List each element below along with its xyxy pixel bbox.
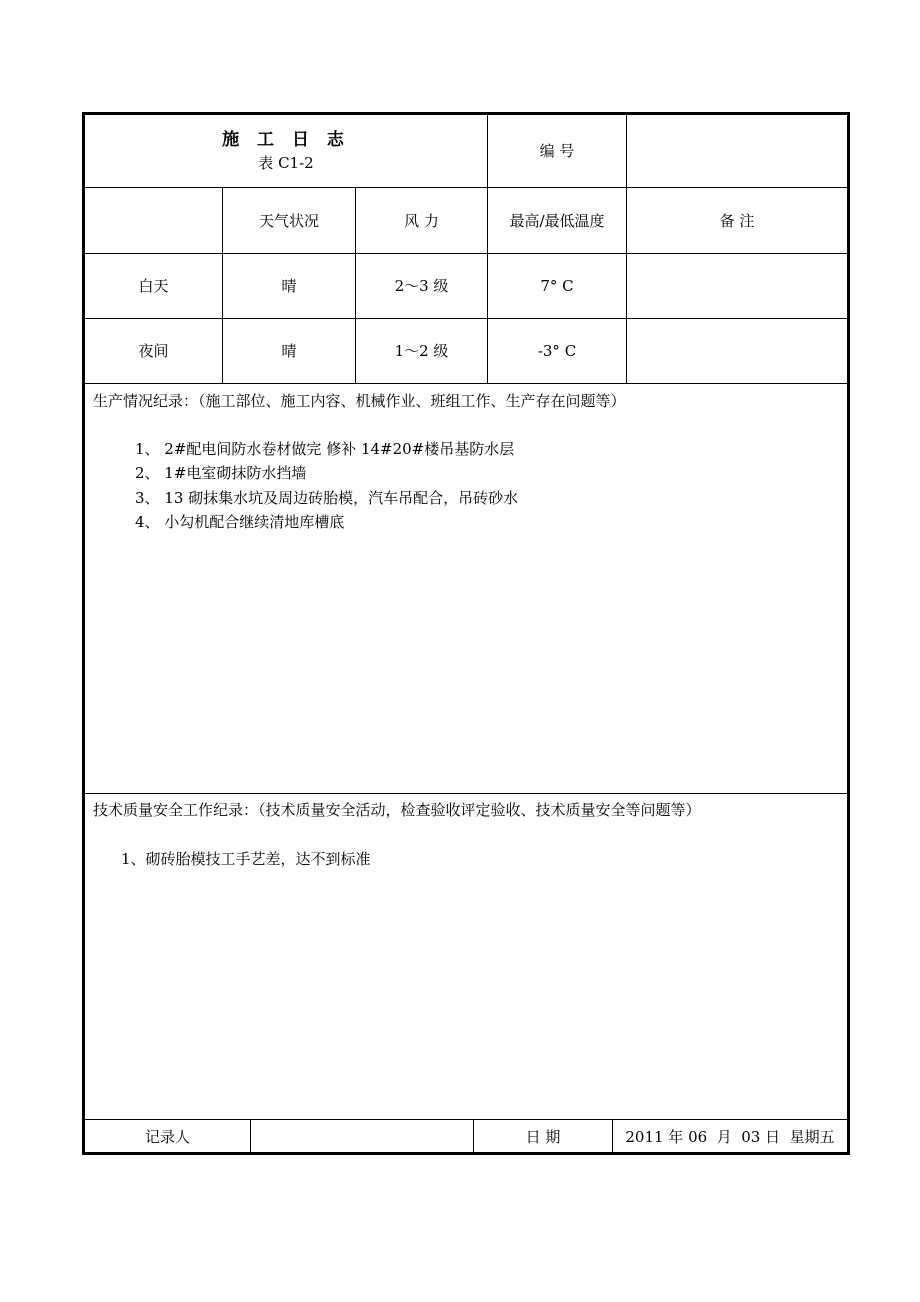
recorder-field[interactable] <box>251 1120 473 1153</box>
production-section-label: 生产情况纪录：（施工部位、施工内容、机械作业、班组工作、生产存在问题等） <box>93 392 626 410</box>
page-title: 施 工 日 志 <box>222 129 350 150</box>
production-item[interactable]: 4、 小勾机配合继续清地库槽底 <box>135 513 345 531</box>
daytime-note[interactable] <box>627 254 847 318</box>
column-header-note: 备 注 <box>719 211 755 230</box>
quality-section-label: 技术质量安全工作纪录：（技术质量安全活动，检查验收评定验收、技术质量安全等问题等） <box>93 801 701 819</box>
form-code: 表 C1-2 <box>258 154 314 173</box>
date-label: 日 期 <box>525 1127 561 1146</box>
daytime-wind[interactable]: 2～3 级 <box>394 277 449 295</box>
night-note[interactable] <box>627 319 847 383</box>
number-label: 编 号 <box>539 142 575 160</box>
date-field[interactable]: 2011 年 06 月 03 日 星期五 <box>625 1127 835 1146</box>
column-header-wind: 风 力 <box>404 211 439 230</box>
night-temperature[interactable]: -3° C <box>537 342 577 360</box>
column-header-temperature: 最高/最低温度 <box>509 211 605 230</box>
production-item[interactable]: 1、 2#配电间防水卷材做完 修补 14#20#楼吊基防水层 <box>135 440 515 458</box>
title-cell <box>85 115 487 187</box>
number-field[interactable] <box>627 115 847 187</box>
night-wind[interactable]: 1～2 级 <box>394 342 449 360</box>
row-divider <box>85 793 847 794</box>
row-divider <box>85 383 847 384</box>
quality-item[interactable]: 1、砌砖胎模技工手艺差，达不到标准 <box>121 850 371 868</box>
construction-log-form <box>82 112 850 1155</box>
daytime-condition[interactable]: 晴 <box>281 277 297 295</box>
daytime-temperature[interactable]: 7° C <box>540 277 574 295</box>
row-label-daytime: 白天 <box>138 277 169 295</box>
row-label-night: 夜间 <box>138 342 169 360</box>
production-item[interactable]: 2、 1#电室砌抹防水挡墙 <box>135 464 307 482</box>
production-item[interactable]: 3、 13 砌抹集水坑及周边砖胎模，汽车吊配合，吊砖砂水 <box>135 489 519 507</box>
recorder-label: 记录人 <box>144 1127 190 1146</box>
night-condition[interactable]: 晴 <box>281 342 297 360</box>
weather-corner-cell <box>85 188 222 253</box>
column-header-condition: 天气状况 <box>258 211 319 230</box>
